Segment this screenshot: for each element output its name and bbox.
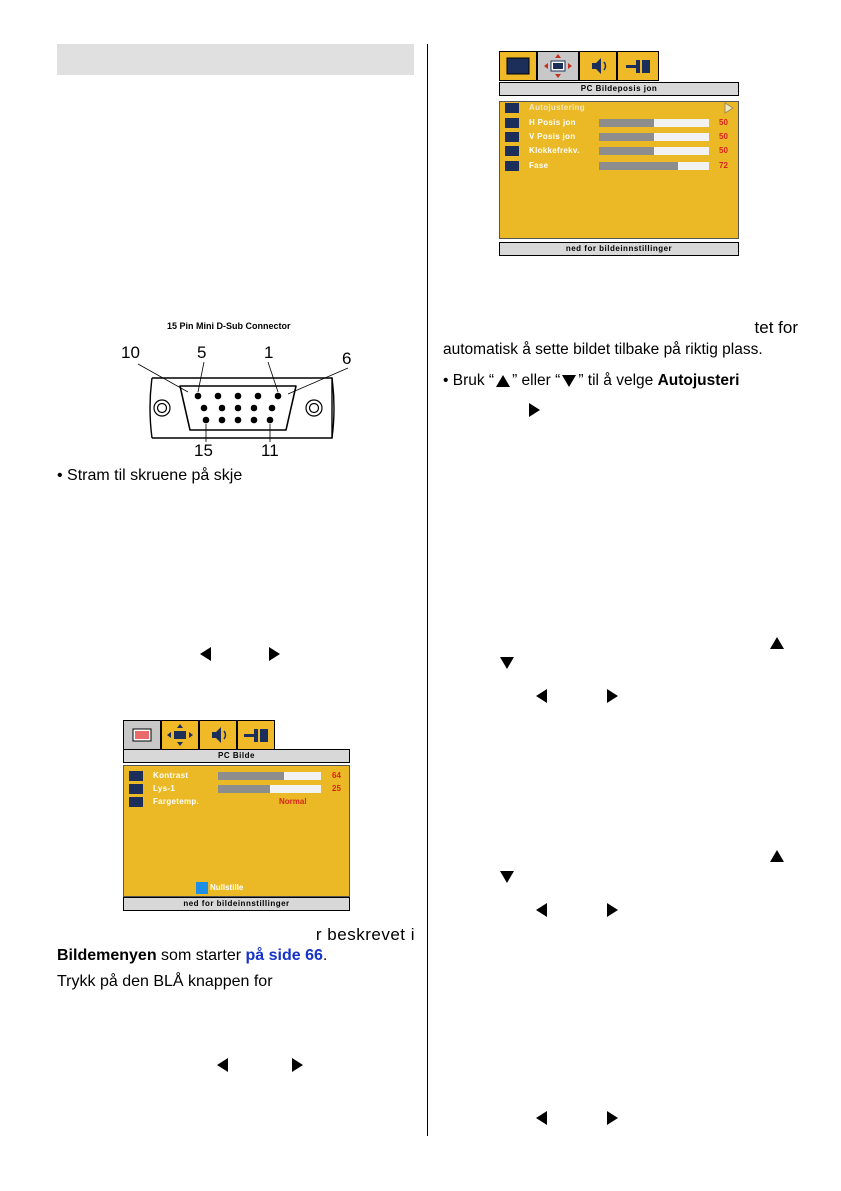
menu-panel bbox=[499, 101, 739, 239]
down-arrow-icon bbox=[500, 871, 514, 883]
section-header-bar bbox=[57, 44, 414, 75]
down-arrow-icon bbox=[562, 375, 576, 387]
pin-label-6: 6 bbox=[342, 349, 352, 368]
speaker-icon bbox=[200, 721, 236, 749]
slider-fill bbox=[218, 772, 284, 780]
phase-slider[interactable] bbox=[599, 162, 709, 170]
right-arrow-icon bbox=[607, 903, 618, 917]
connector-plug-icon bbox=[238, 721, 274, 749]
bullet-bruk bbox=[443, 371, 739, 391]
menu-row-v-position[interactable] bbox=[503, 131, 735, 143]
row-label: Fargetemp. bbox=[153, 797, 200, 806]
position-icon bbox=[538, 52, 578, 80]
row-value: 72 bbox=[719, 161, 728, 170]
right-arrow-icon bbox=[607, 689, 618, 703]
position-icon bbox=[162, 721, 198, 749]
pc-bilde-menu bbox=[123, 720, 350, 913]
row-label: Klokkefrekv. bbox=[529, 146, 580, 155]
bildemenyen-bold: Bildemenyen bbox=[57, 947, 157, 964]
row-label: V Posis jon bbox=[529, 132, 576, 141]
menu-tabs bbox=[123, 720, 275, 750]
slider-fill bbox=[599, 133, 654, 141]
connector-diagram bbox=[118, 342, 368, 464]
menu-footer: ned for bildeinnstillinger bbox=[499, 242, 739, 256]
up-arrow-icon bbox=[770, 637, 784, 649]
left-arrow-icon bbox=[536, 1111, 547, 1125]
menu-tabs bbox=[499, 51, 659, 81]
row-value: 64 bbox=[332, 771, 341, 780]
row-value: 50 bbox=[719, 146, 728, 155]
menu-row-kontrast[interactable] bbox=[127, 770, 346, 782]
v-position-icon bbox=[505, 132, 519, 142]
menu-row-klokkefrekv[interactable] bbox=[503, 145, 735, 157]
right-arrow-icon bbox=[292, 1058, 303, 1072]
tab-feature[interactable] bbox=[617, 51, 659, 81]
dsub-connector-icon bbox=[118, 342, 368, 464]
slider-fill bbox=[599, 147, 654, 155]
row-value: 50 bbox=[719, 118, 728, 127]
left-arrow-icon bbox=[536, 903, 547, 917]
row-label: Lys-1 bbox=[153, 784, 176, 793]
right-arrow-icon bbox=[607, 1111, 618, 1125]
menu-footer: ned for bildeinnstillinger bbox=[123, 897, 350, 911]
phase-icon bbox=[505, 161, 519, 171]
para-bildemenyen bbox=[57, 946, 327, 966]
pc-position-menu bbox=[499, 51, 739, 259]
bruk-suffix: ” til å velge bbox=[578, 372, 658, 389]
left-arrow-icon bbox=[536, 689, 547, 703]
menu-title: PC Bilde bbox=[123, 749, 350, 763]
right-arrow-icon bbox=[269, 647, 280, 661]
pin-label-10: 10 bbox=[121, 343, 140, 362]
tab-sound[interactable] bbox=[199, 720, 237, 750]
clock-slider[interactable] bbox=[599, 147, 709, 155]
bullet-tighten-screws: • Stram til skruene på skje bbox=[57, 467, 243, 484]
submenu-arrow-icon bbox=[724, 102, 734, 114]
reset-label[interactable]: Nullstille bbox=[210, 883, 244, 892]
connector-title: 15 Pin Mini D-Sub Connector bbox=[167, 321, 291, 331]
row-label: Kontrast bbox=[153, 771, 189, 780]
down-arrow-icon bbox=[500, 657, 514, 669]
left-arrow-icon bbox=[217, 1058, 228, 1072]
row-value: Normal bbox=[279, 797, 307, 806]
menu-row-lys[interactable] bbox=[127, 783, 346, 795]
up-arrow-icon bbox=[770, 850, 784, 862]
para-automatic: automatisk å sette bildet tilbake på riktig plass. bbox=[443, 341, 763, 358]
up-arrow-icon bbox=[496, 375, 510, 387]
column-divider bbox=[427, 44, 428, 1136]
speaker-icon bbox=[580, 52, 616, 80]
tab-position[interactable] bbox=[161, 720, 199, 750]
tab-picture[interactable] bbox=[123, 720, 161, 750]
blue-button-icon bbox=[196, 882, 208, 894]
menu-row-fase[interactable] bbox=[503, 160, 735, 172]
menu-row-fargetemp[interactable] bbox=[127, 796, 346, 808]
pin-label-15: 15 bbox=[194, 441, 213, 460]
pin-label-1: 1 bbox=[264, 343, 274, 362]
row-value: 50 bbox=[719, 132, 728, 141]
h-position-icon bbox=[505, 118, 519, 128]
slider-fill bbox=[599, 119, 654, 127]
tab-picture[interactable] bbox=[499, 51, 537, 81]
kontrast-slider[interactable] bbox=[218, 772, 321, 780]
bruk-eller: ” eller “ bbox=[512, 372, 561, 389]
row-label: Autojustering bbox=[529, 103, 585, 112]
menu-panel bbox=[123, 765, 350, 897]
para-described-tail: r beskrevet i bbox=[315, 925, 415, 944]
bruk-prefix: • Bruk “ bbox=[443, 372, 495, 389]
left-arrow-icon bbox=[200, 647, 211, 661]
page-link[interactable]: på side 66 bbox=[245, 947, 323, 964]
pin-label-11: 11 bbox=[261, 441, 279, 460]
v-position-slider[interactable] bbox=[599, 133, 709, 141]
para-blue-button: Trykk på den BLÅ knappen for bbox=[57, 973, 273, 990]
auto-adjust-icon bbox=[505, 103, 519, 113]
pin-label-5: 5 bbox=[197, 343, 207, 362]
bruk-bold: Autojusteri bbox=[657, 372, 740, 389]
picture-icon bbox=[124, 721, 160, 749]
color-temp-icon bbox=[129, 797, 143, 807]
clock-icon bbox=[505, 146, 519, 156]
contrast-icon bbox=[129, 771, 143, 781]
connector-plug-icon bbox=[618, 52, 658, 80]
picture-icon bbox=[500, 52, 536, 80]
bildemenyen-mid: som starter bbox=[156, 947, 246, 964]
bildemenyen-end: . bbox=[322, 947, 328, 964]
row-label: Fase bbox=[529, 161, 549, 170]
lys-slider[interactable] bbox=[218, 785, 321, 793]
slider-fill bbox=[218, 785, 270, 793]
para-tet-for: tet for bbox=[754, 318, 798, 337]
brightness-icon bbox=[129, 784, 143, 794]
menu-title: PC Bildeposis jon bbox=[499, 82, 739, 96]
h-position-slider[interactable] bbox=[599, 119, 709, 127]
menu-row-autojustering[interactable] bbox=[503, 102, 735, 114]
right-arrow-icon bbox=[529, 403, 540, 417]
tab-feature[interactable] bbox=[237, 720, 275, 750]
menu-row-h-position[interactable] bbox=[503, 117, 735, 129]
row-label: H Posis jon bbox=[529, 118, 576, 127]
tab-position[interactable] bbox=[537, 51, 579, 81]
row-value: 25 bbox=[332, 784, 341, 793]
tab-sound[interactable] bbox=[579, 51, 617, 81]
slider-fill bbox=[599, 162, 678, 170]
